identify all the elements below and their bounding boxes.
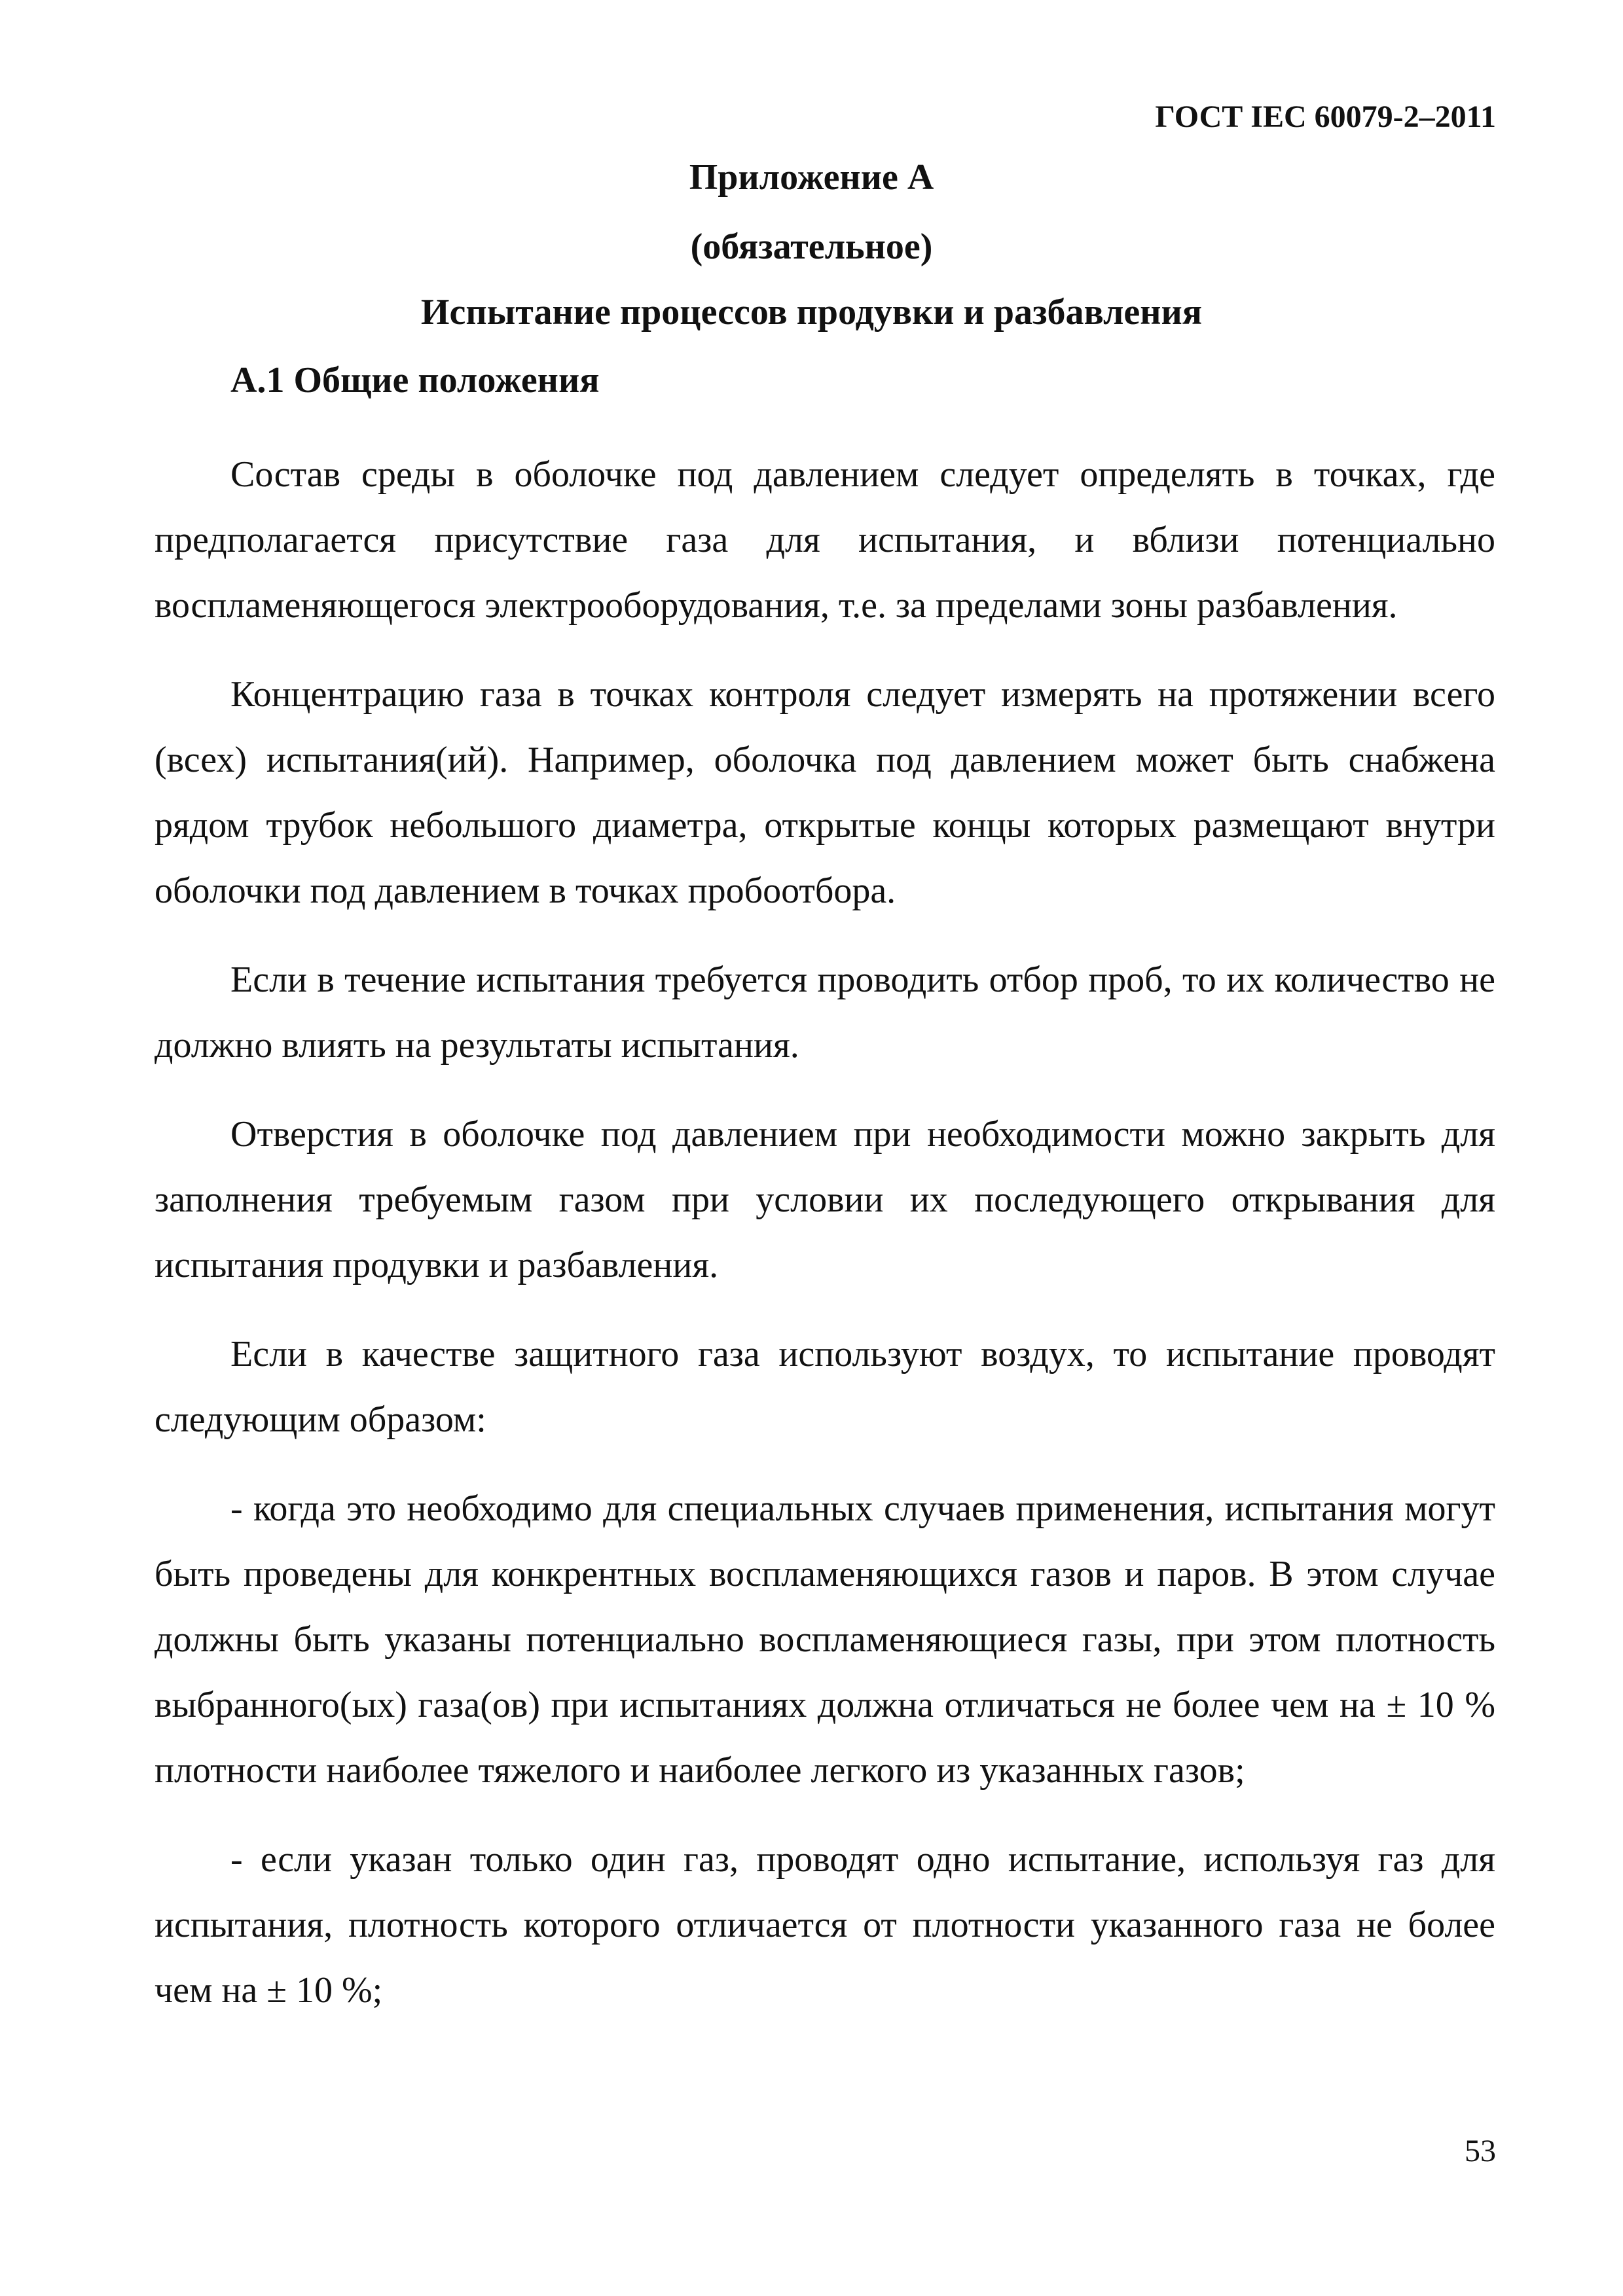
paragraph-sampling: Если в течение испытания требуется проводить отбор проб, то их количество не должно влиять на результаты испытания.: [155, 960, 1495, 1066]
body-text: [155, 442, 1495, 2047]
appendix-heading: Испытание процессов продувки и разбавления: [420, 292, 1203, 332]
paragraph-specific-gases: - когда это необходимо для специальных случаев применения, испытания могут быть проведены для конкрентных воспламеняющихся газов и паров. В этом случае должны быть указаны потенциально воспламеняющиеся газы, при этом плотность выбранного(ых) газа(ов) при испытаниях должна отличаться не более чем на ± 10 % плотности наиболее тяжелого и наиболее легкого из указанных газов;: [155, 1488, 1495, 1791]
document-code: ГОСТ IEC 60079-2–2011: [1155, 99, 1496, 134]
paragraph-openings: Отверстия в оболочке под давлением при необходимости можно закрыть для заполнения требуемым газом при условии их последующего открывания для испытания продувки и разбавления.: [155, 1114, 1495, 1285]
paragraph-air-procedure: Если в качестве защитного газа используют воздух, то испытание проводят следующим образом:: [155, 1334, 1495, 1440]
section-heading: А.1 Общие положения: [230, 360, 600, 401]
appendix-status: (обязательное): [690, 226, 933, 267]
appendix-title: Приложение А: [689, 157, 934, 198]
page-number: 53: [1465, 2134, 1496, 2168]
paragraph-composition: Состав среды в оболочке под давлением следует определять в точках, где предполагается присутствие газа для испытания, и вблизи потенциально воспламеняющегося электрооборудования, т.е. за пределами зоны разбавления.: [155, 454, 1495, 626]
paragraph-concentration: Концентрацию газа в точках контроля следует измерять на протяжении всего (всех) испытания(ий). Например, оболочка под давлением может быть снабжена рядом трубок небольшого диаметра, открытые концы которых размещают внутри оболочки под давлением в точках пробоотбора.: [155, 674, 1495, 911]
paragraph-single-gas: - если указан только один газ, проводят одно испытание, используя газ для испытания, плотность которого отличается от плотности указанного газа не более чем на ± 10 %;: [155, 1839, 1495, 2011]
